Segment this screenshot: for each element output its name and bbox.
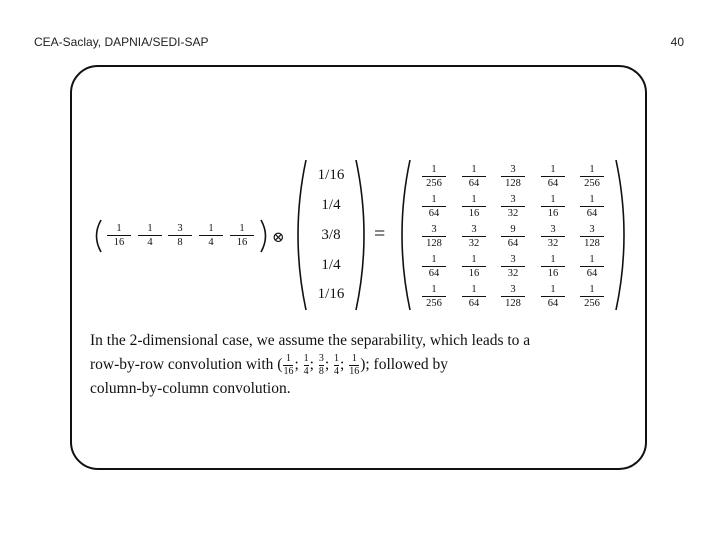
column-vector-entry: 1/4	[321, 197, 341, 213]
fraction-bar	[462, 206, 486, 207]
column-vector-entry: 1/16	[317, 167, 345, 183]
description-paragraph	[90, 329, 610, 401]
fraction-separator: ;	[309, 356, 318, 373]
inline-fraction	[283, 354, 293, 377]
text-line-2-suffix: ); followed by	[360, 356, 449, 373]
fraction-bar	[501, 296, 525, 297]
fraction-bar	[501, 236, 525, 237]
fraction-denominator: 32	[507, 268, 519, 279]
fraction-denominator: 4	[208, 237, 214, 248]
fraction-bar	[580, 296, 604, 297]
fraction-bar	[580, 206, 604, 207]
fraction-denominator: 64	[547, 298, 559, 309]
fraction-denominator: 8	[318, 365, 324, 377]
fraction-numerator: 3	[589, 224, 595, 235]
matrix-entry	[419, 284, 449, 309]
fraction-bar	[422, 236, 446, 237]
fraction-numerator: 1	[471, 254, 477, 265]
fraction-bar	[580, 176, 604, 177]
fraction-numerator: 1	[431, 194, 437, 205]
matrix-entry	[419, 224, 449, 249]
page-number: 40	[670, 35, 684, 49]
fraction-bar	[462, 296, 486, 297]
fraction-denominator: 16	[468, 208, 480, 219]
header-title: CEA-Saclay, DAPNIA/SEDI-SAP	[34, 35, 209, 49]
fraction-numerator: 1	[471, 194, 477, 205]
text-line-2-prefix: row-by-row convolution with (	[90, 356, 283, 373]
fraction-denominator: 64	[428, 208, 440, 219]
fraction-bar	[422, 266, 446, 267]
fraction-bar	[580, 236, 604, 237]
fraction-separator: ;	[294, 356, 303, 373]
fraction-denominator: 64	[468, 298, 480, 309]
fraction-bar	[541, 176, 565, 177]
fraction-numerator: 1	[431, 254, 437, 265]
matrix-entry	[498, 224, 528, 249]
row-vector-entry	[104, 223, 134, 248]
fraction-denominator: 16	[468, 268, 480, 279]
fraction-bar	[168, 235, 192, 236]
fraction-numerator: 3	[510, 284, 516, 295]
fraction-numerator: 1	[239, 223, 245, 234]
row-vector-right-paren	[261, 220, 266, 252]
fraction-numerator: 1	[589, 254, 595, 265]
matrix-entry	[577, 164, 607, 189]
matrix-entry	[419, 194, 449, 219]
matrix-entry	[459, 164, 489, 189]
fraction-denominator: 8	[177, 237, 183, 248]
fraction-numerator: 3	[318, 352, 324, 364]
fraction-numerator: 1	[550, 284, 556, 295]
text-line-1: In the 2-dimensional case, we assume the separability, which leads to a	[90, 332, 531, 349]
fraction-bar	[501, 176, 525, 177]
fraction-bar	[422, 296, 446, 297]
fraction-denominator: 128	[505, 298, 521, 309]
fraction-numerator: 3	[550, 224, 556, 235]
fraction-numerator: 3	[510, 194, 516, 205]
fraction-numerator: 1	[303, 352, 309, 364]
matrix-entry	[577, 194, 607, 219]
fraction-denominator: 64	[507, 238, 519, 249]
fraction-denominator: 16	[283, 365, 294, 377]
fraction-numerator: 1	[351, 352, 357, 364]
matrix-entry	[498, 284, 528, 309]
matrix-right-paren	[616, 160, 624, 310]
fraction-denominator: 256	[584, 178, 600, 189]
fraction-denominator: 256	[426, 298, 442, 309]
inline-fraction	[319, 354, 324, 377]
matrix-entry	[459, 194, 489, 219]
fraction-numerator: 3	[510, 164, 516, 175]
matrix-entry	[459, 254, 489, 279]
fraction-numerator: 1	[550, 254, 556, 265]
matrix-entry	[498, 164, 528, 189]
fraction-numerator: 1	[589, 194, 595, 205]
row-vector-entry	[227, 223, 257, 248]
fraction-numerator: 1	[589, 284, 595, 295]
matrix-entry	[577, 254, 607, 279]
matrix-entry	[538, 284, 568, 309]
matrix-entry	[498, 194, 528, 219]
fraction-bar	[107, 235, 131, 236]
text-line-3: column-by-column convolution.	[90, 380, 291, 397]
tensor-product-operator: ⊗	[272, 230, 285, 246]
fraction-bar	[199, 235, 223, 236]
inline-fraction	[304, 354, 309, 377]
fraction-bar	[462, 266, 486, 267]
matrix-entry	[459, 284, 489, 309]
row-vector-left-paren	[97, 220, 102, 252]
equals-sign: =	[374, 223, 386, 245]
fraction-bar	[541, 206, 565, 207]
matrix-entry	[419, 164, 449, 189]
fraction-numerator: 1	[116, 223, 122, 234]
fraction-numerator: 1	[550, 194, 556, 205]
fraction-numerator: 1	[147, 223, 153, 234]
text-line-2	[90, 353, 610, 377]
fraction-denominator: 16	[547, 268, 559, 279]
matrix-entry	[538, 194, 568, 219]
inline-fraction	[334, 354, 339, 377]
fraction-bar	[501, 206, 525, 207]
fraction-numerator: 1	[431, 284, 437, 295]
fraction-bar	[422, 176, 446, 177]
fraction-denominator: 4	[334, 365, 339, 377]
fraction-bar	[501, 266, 525, 267]
column-vector-entry: 1/4	[321, 257, 341, 273]
fraction-denominator: 256	[426, 178, 442, 189]
fraction-numerator: 3	[177, 223, 183, 234]
matrix-entry	[577, 224, 607, 249]
fraction-denominator: 128	[584, 238, 600, 249]
fraction-denominator: 32	[507, 208, 519, 219]
fraction-denominator: 64	[586, 208, 598, 219]
fraction-numerator: 1	[285, 352, 291, 364]
fraction-bar	[138, 235, 162, 236]
fraction-denominator: 128	[426, 238, 442, 249]
fraction-numerator: 3	[510, 254, 516, 265]
fraction-bar	[580, 266, 604, 267]
fraction-denominator: 16	[236, 237, 248, 248]
fraction-denominator: 32	[547, 238, 559, 249]
matrix-entry	[419, 254, 449, 279]
fraction-denominator: 4	[147, 237, 153, 248]
fraction-denominator: 16	[113, 237, 125, 248]
fraction-bar	[422, 206, 446, 207]
fraction-bar	[462, 176, 486, 177]
matrix-left-paren	[402, 160, 410, 310]
matrix-entry	[538, 254, 568, 279]
row-vector-entry	[196, 223, 226, 248]
fraction-numerator: 1	[471, 164, 477, 175]
fraction-numerator: 1	[431, 164, 437, 175]
fraction-bar	[541, 296, 565, 297]
fraction-numerator: 3	[431, 224, 437, 235]
fraction-bar	[541, 266, 565, 267]
fraction-denominator: 4	[303, 365, 309, 377]
fraction-numerator: 1	[334, 352, 339, 364]
fraction-numerator: 1	[471, 284, 477, 295]
fraction-denominator: 64	[428, 268, 440, 279]
inline-fraction	[349, 354, 359, 377]
row-vector-entry	[135, 223, 165, 248]
fraction-denominator: 128	[505, 178, 521, 189]
fraction-denominator: 64	[586, 268, 598, 279]
fraction-numerator: 3	[471, 224, 477, 235]
fraction-bar	[541, 236, 565, 237]
matrix-entry	[538, 224, 568, 249]
inline-kernel	[282, 352, 360, 377]
matrix-entry	[459, 224, 489, 249]
fraction-numerator: 1	[208, 223, 214, 234]
fraction-separator: ;	[324, 356, 333, 373]
row-vector-entry	[165, 223, 195, 248]
fraction-denominator: 64	[468, 178, 480, 189]
column-vector-entry: 1/16	[317, 286, 345, 302]
fraction-bar	[462, 236, 486, 237]
matrix-entry	[577, 284, 607, 309]
fraction-denominator: 64	[547, 178, 559, 189]
fraction-numerator: 1	[589, 164, 595, 175]
fraction-numerator: 9	[510, 224, 516, 235]
matrix-entry	[498, 254, 528, 279]
fraction-bar	[230, 235, 254, 236]
fraction-denominator: 256	[584, 298, 600, 309]
fraction-denominator: 32	[468, 238, 480, 249]
fraction-separator: ;	[340, 356, 349, 373]
fraction-denominator: 16	[547, 208, 559, 219]
fraction-numerator: 1	[550, 164, 556, 175]
fraction-denominator: 16	[349, 365, 360, 377]
column-vector-entry: 3/8	[321, 227, 341, 243]
matrix-entry	[538, 164, 568, 189]
